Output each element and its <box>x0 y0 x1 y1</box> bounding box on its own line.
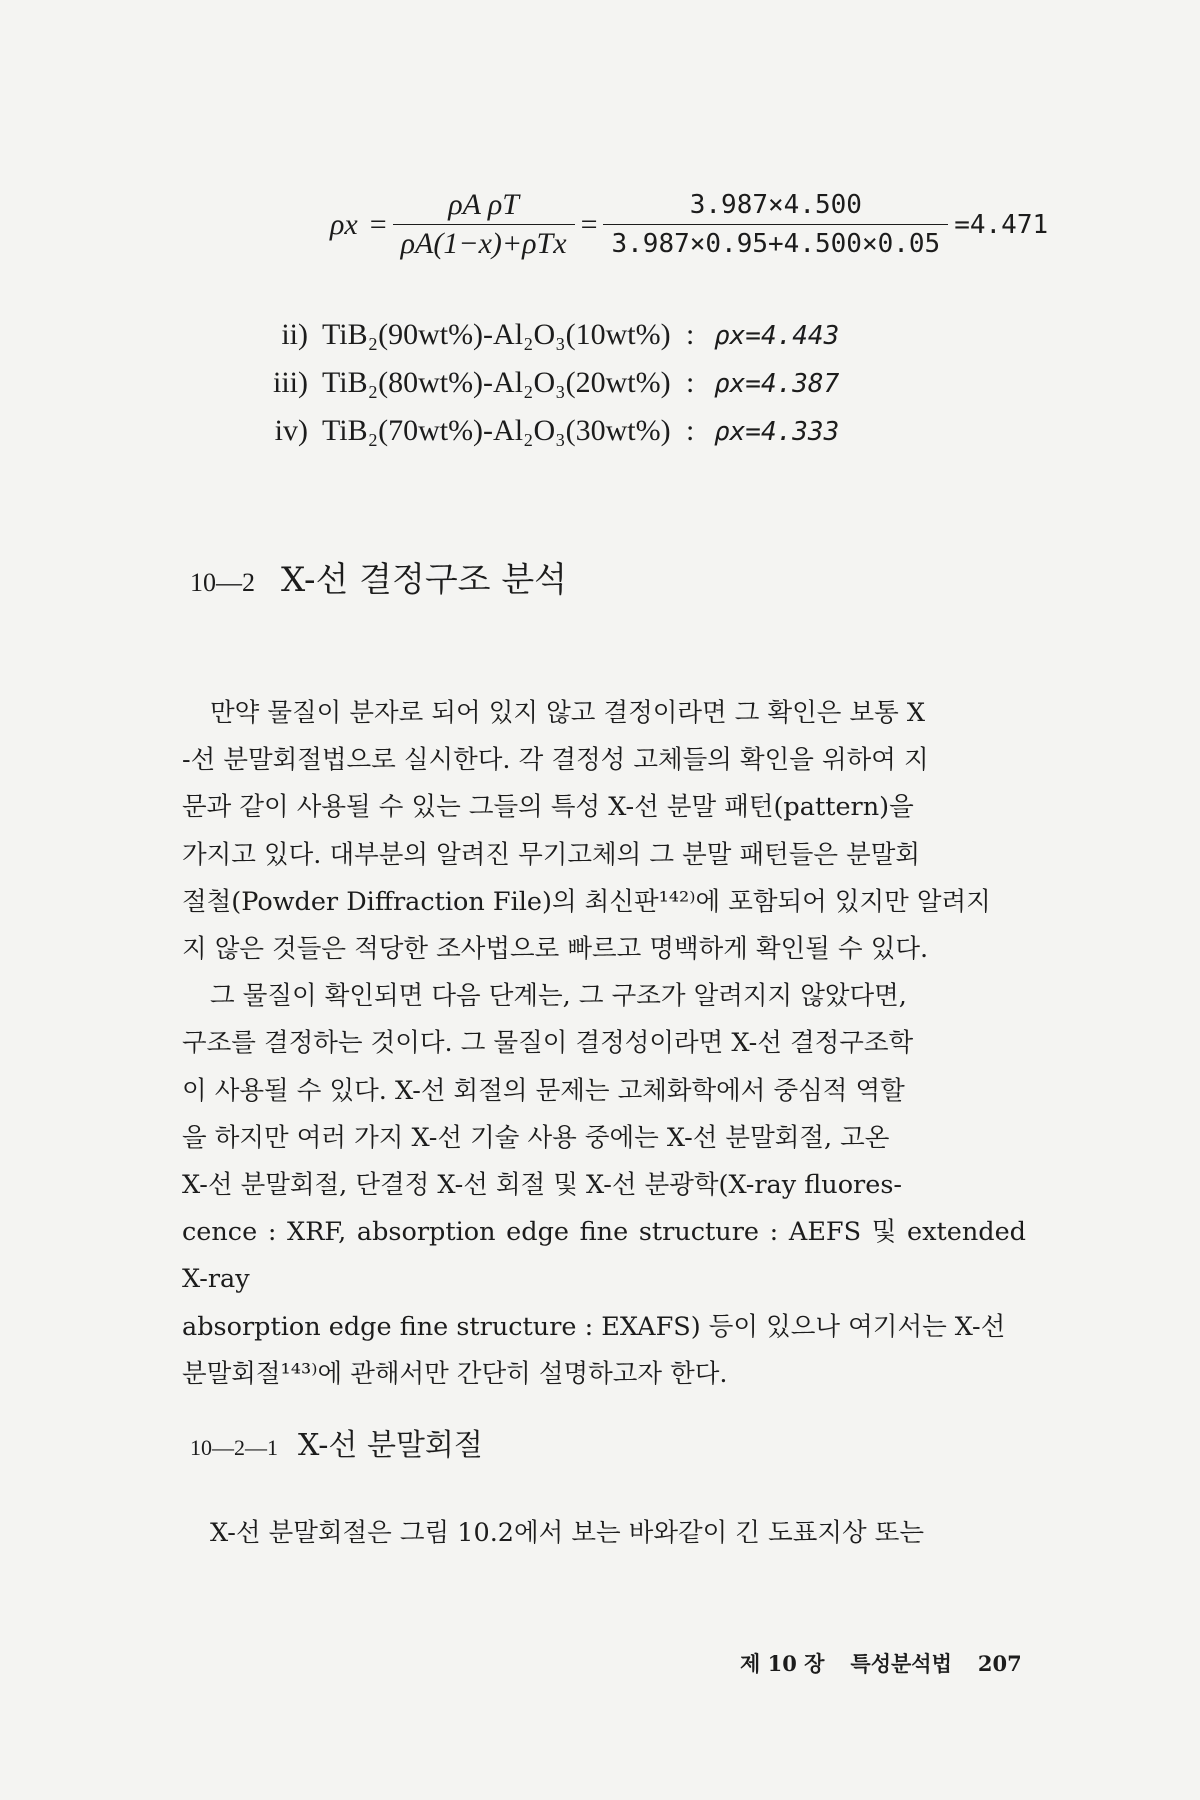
density-formula <box>330 188 1048 261</box>
symbolic-numerator: ρA ρT <box>448 188 519 221</box>
text-line: 그 물질이 확인되면 다음 단계는, 그 구조가 알려지지 않았다면, <box>210 981 907 1012</box>
symbolic-fraction <box>393 188 575 261</box>
symbolic-denominator: ρA(1−x)+ρTx <box>393 224 575 261</box>
composition-list <box>252 318 839 462</box>
body-text <box>182 690 1026 1398</box>
text-line: -선 분말회절법으로 실시한다. 각 결정성 고체들의 확인을 위하여 지 <box>182 745 929 776</box>
composition-formula: TiB₂(80wt%)-Al₂O₃(20wt%) <box>322 366 671 399</box>
section-title: X-선 결정구조 분석 <box>281 560 568 600</box>
separator: : <box>686 414 695 447</box>
list-item <box>252 366 839 414</box>
text-line: 이 사용될 수 있다. X-선 회절의 문제는 고체화학에서 중심적 역할 <box>182 1075 905 1106</box>
text-line: 문과 같이 사용될 수 있는 그들의 특성 X-선 분말 패턴(pattern)을 <box>182 792 914 823</box>
composition-formula: TiB₂(70wt%)-Al₂O₃(30wt%) <box>322 414 671 447</box>
density-value: ρx=4.333 <box>714 417 840 447</box>
formula-result: =4.471 <box>954 209 1049 240</box>
equals-sign: = <box>369 207 387 241</box>
item-numeral: iii) <box>273 366 308 399</box>
subsection-title: X-선 분말회절 <box>298 1428 483 1463</box>
subsection-heading <box>190 1420 483 1464</box>
text-line: X-선 분말회절은 그림 10.2에서 보는 바와같이 긴 도표지상 또는 <box>210 1518 925 1548</box>
density-value: ρx=4.387 <box>714 369 840 399</box>
section-heading <box>190 552 567 601</box>
item-numeral: ii) <box>281 318 308 351</box>
text-line: 을 하지만 여러 가지 X-선 기술 사용 중에는 X-선 분말회절, 고온 <box>182 1122 890 1153</box>
section-number: 10—2 <box>190 568 255 597</box>
body-text <box>182 1510 1026 1557</box>
page-number: 207 <box>977 1651 1022 1676</box>
text-line: 절철(Powder Diffraction File)의 최신판¹⁴²⁾에 포함되어 있지만 알려지 <box>182 886 991 917</box>
text-line: 지 않은 것들은 적당한 조사법으로 빠르고 명백하게 확인될 수 있다. <box>182 934 929 965</box>
text-line: 분말회절¹⁴³⁾에 관해서만 간단히 설명하고자 한다. <box>182 1358 728 1389</box>
separator: : <box>686 366 695 399</box>
text-line: 구조를 결정하는 것이다. 그 물질이 결정성이라면 X-선 결정구조학 <box>182 1028 914 1059</box>
text-line: 만약 물질이 분자로 되어 있지 않고 결정이라면 그 확인은 보통 X <box>210 698 926 728</box>
numeric-numerator: 3.987×4.500 <box>689 190 862 220</box>
equals-sign: = <box>580 207 598 241</box>
subsection-number: 10—2—1 <box>190 1435 278 1460</box>
list-item <box>252 318 839 366</box>
chapter-title: 특성분석법 <box>850 1651 952 1676</box>
separator: : <box>686 318 695 351</box>
text-line: absorption edge fine structure : EXAFS) 등이 있으나 여기서는 X-선 <box>182 1311 1006 1342</box>
text-line: 가지고 있다. 대부분의 알려진 무기고체의 그 분말 패턴들은 분말회 <box>182 839 921 870</box>
chapter-label: 제 10 장 <box>740 1651 825 1676</box>
text-line: cence : XRF, absorption edge fine structure : AEFS 및 extended X-ray <box>182 1217 1026 1295</box>
formula-lhs: ρx <box>330 207 358 241</box>
numeric-denominator: 3.987×0.95+4.500×0.05 <box>603 224 948 261</box>
composition-formula: TiB₂(90wt%)-Al₂O₃(10wt%) <box>322 318 671 351</box>
list-item <box>252 414 839 462</box>
item-numeral: iv) <box>274 414 308 447</box>
numeric-fraction <box>603 188 948 261</box>
density-value: ρx=4.443 <box>714 321 840 351</box>
text-line: X-선 분말회절, 단결정 X-선 회절 및 X-선 분광학(X-ray fluores- <box>182 1170 903 1201</box>
page-footer <box>740 1648 1022 1678</box>
